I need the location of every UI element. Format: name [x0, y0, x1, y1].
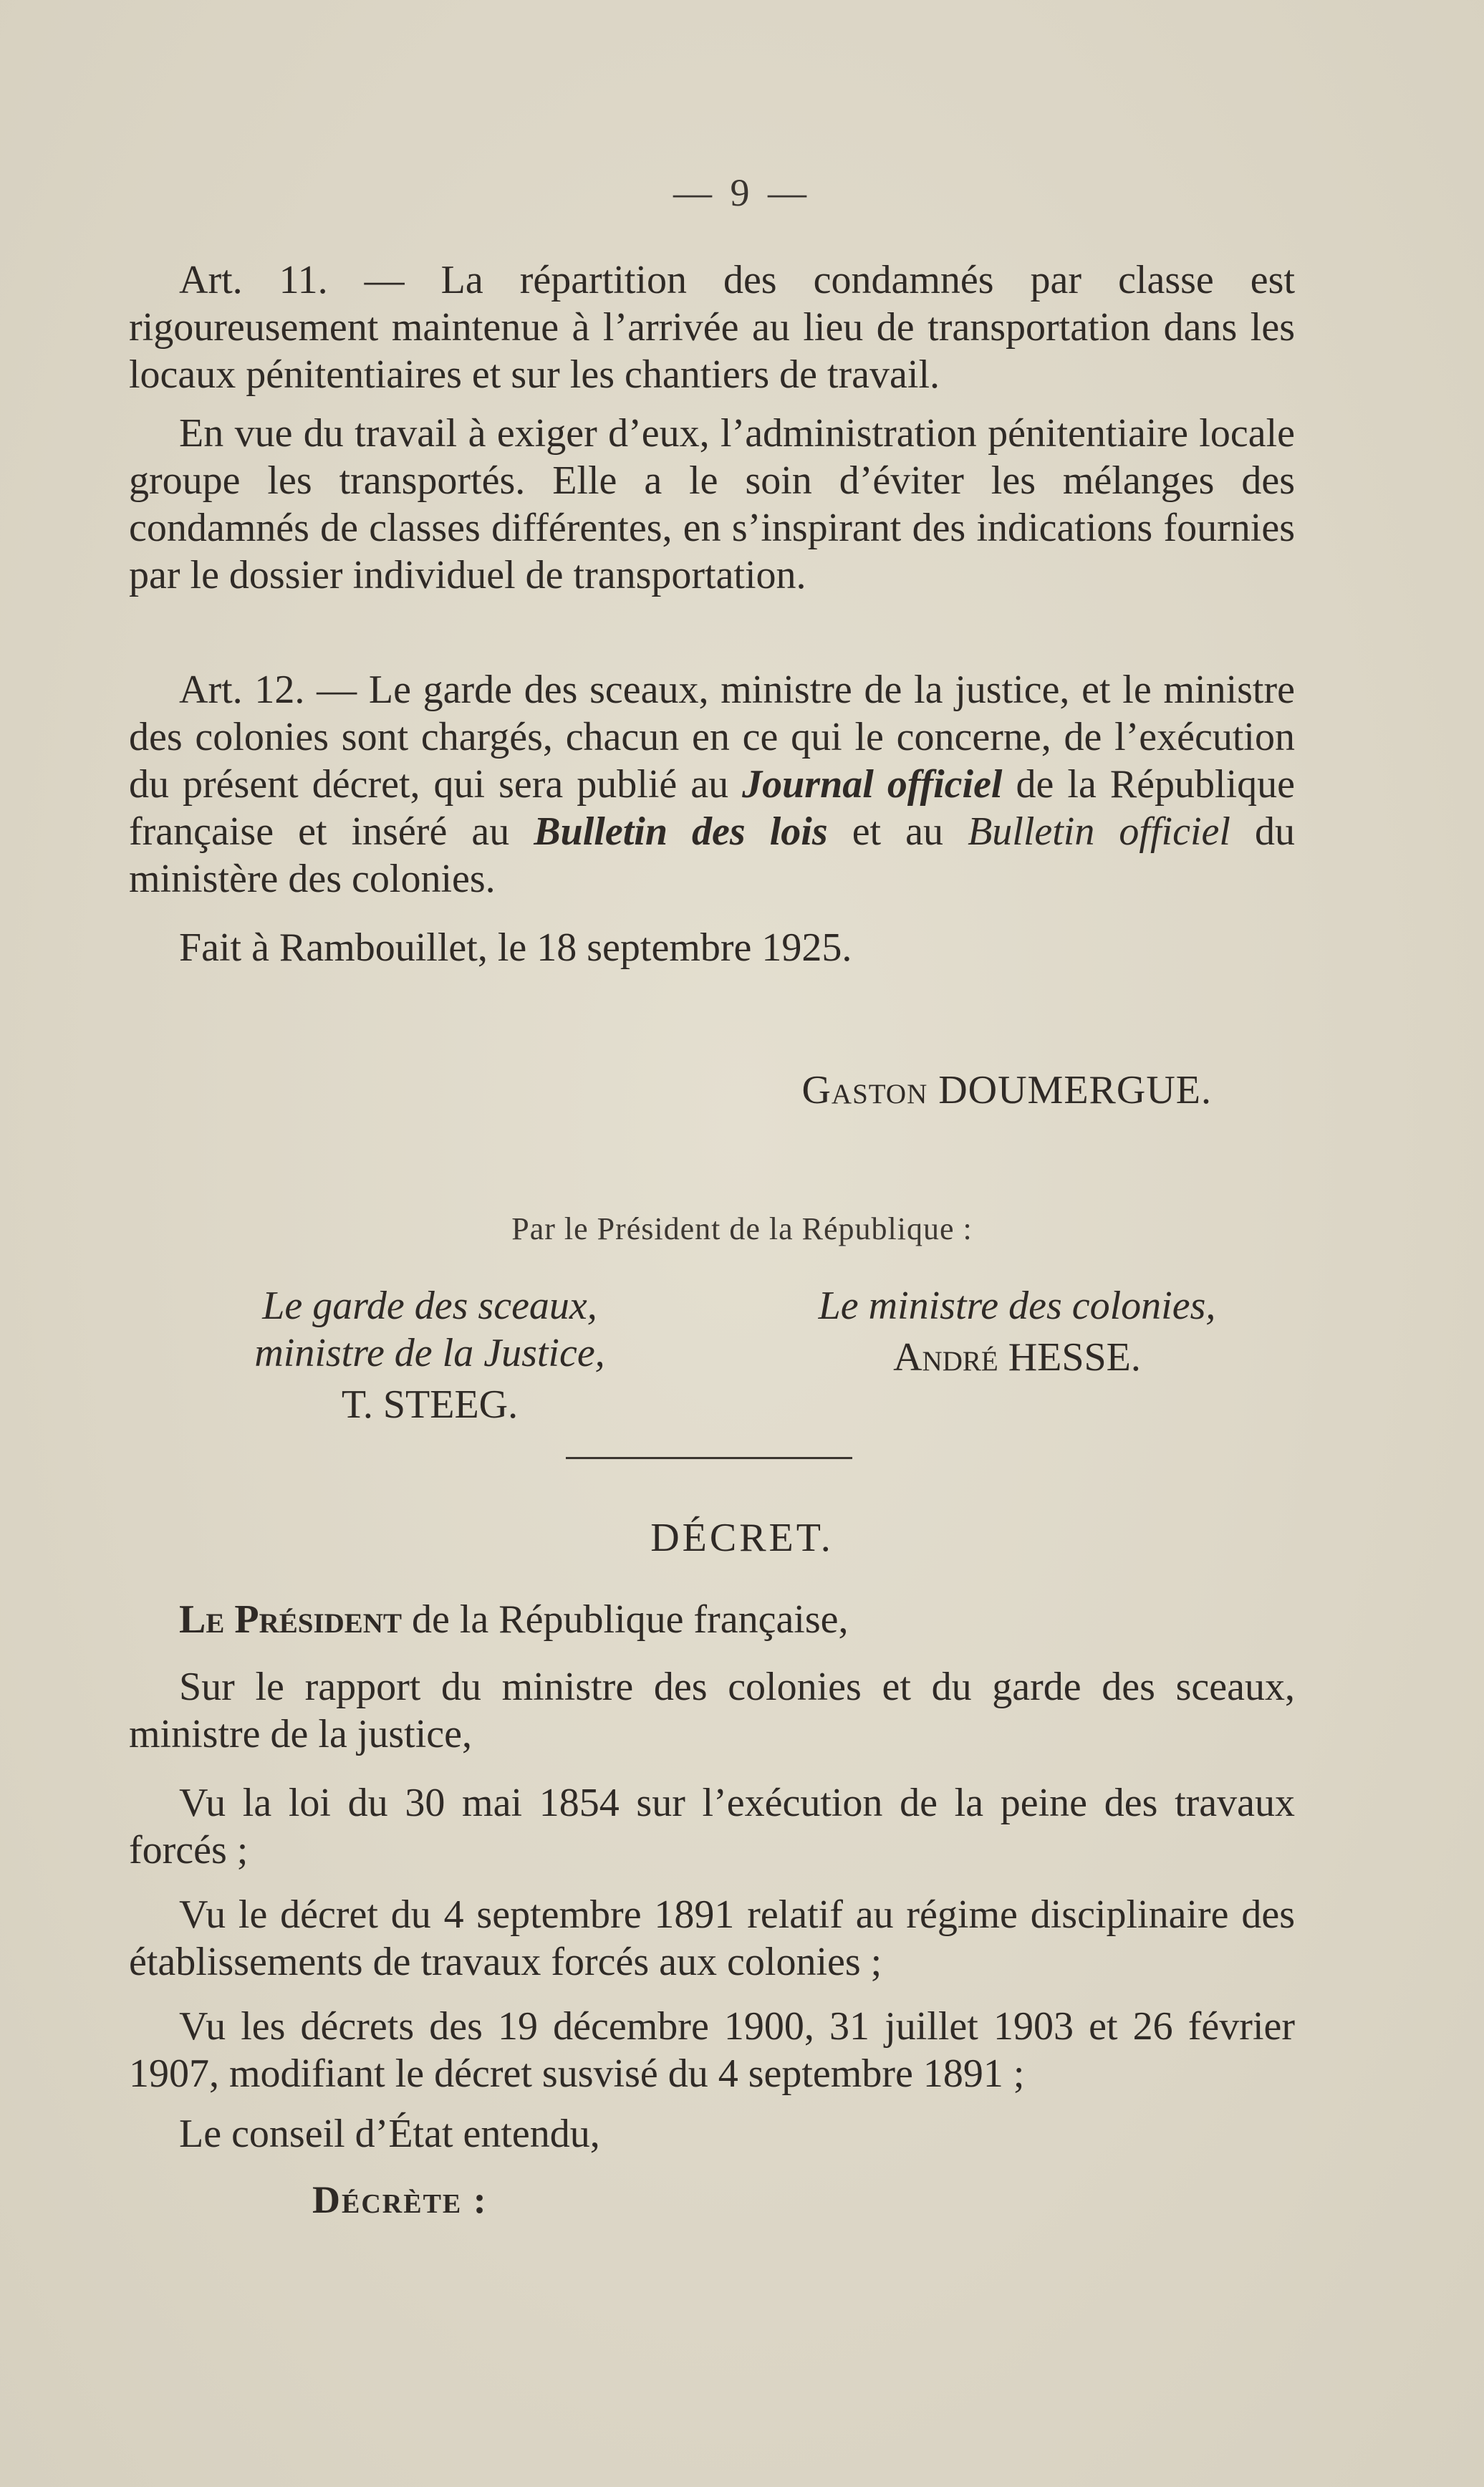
- decree-considerant-5: Le conseil d’État entendu,: [179, 2112, 600, 2156]
- done-at-line: Fait à Rambouillet, le 18 septembre 1925.: [179, 925, 852, 970]
- article-12-text-c: et au: [827, 809, 968, 854]
- left-signatory-title-1: Le garde des sceaux,: [262, 1284, 597, 1328]
- countersign-line: Par le Président de la République :: [511, 1211, 973, 1246]
- decree-considerant-4: Vu les décrets des 19 décembre 1900, 31 juillet 1903 et 26 février 1907, modifiant le décret susvisé du 4 septembre 1891 ;: [129, 2004, 1295, 2096]
- decree-president-title: Le Président: [179, 1597, 402, 1642]
- article-11-text: — La répartition des condamnés par classe est rigoureusement maintenue à l’arrivée au lieu de transportation dans les locaux pénitentiaires et sur les chantiers de travail.: [129, 258, 1295, 397]
- decree-considerant-3: Vu le décret du 4 septembre 1891 relatif au régime disciplinaire des établissements de travaux forcés aux colonies ;: [129, 1892, 1295, 1984]
- left-signatory: [172, 1282, 688, 1428]
- decree-considerant-2: Vu la loi du 30 mai 1854 sur l’exécution de la peine des travaux forcés ;: [129, 1781, 1295, 1872]
- left-signatory-title-2: ministre de la Justice,: [254, 1331, 605, 1375]
- decree-president-text: de la République française,: [401, 1597, 849, 1642]
- journal-officiel: Journal officiel: [742, 762, 1003, 807]
- decree-title: DÉCRET.: [650, 1516, 834, 1560]
- paragraph-grouping: En vue du travail à exiger d’eux, l’administration pénitentiaire locale groupe les transportés. Elle a le soin d’éviter les mélanges des condamnés de classes différentes, en s’inspirant des indications fournies par le dossier individuel de transportation.: [129, 411, 1295, 597]
- left-signatory-name: T. STEEG.: [341, 1382, 519, 1427]
- president-signature: [801, 1067, 1212, 1113]
- article-12-text-b: de la République française et inséré au: [129, 762, 1296, 854]
- signature-first-name: Gaston: [801, 1068, 928, 1112]
- article-12-label: Art. 12.: [179, 668, 305, 712]
- article-12-text-d: du ministère des colonies.: [129, 809, 1295, 901]
- article-12: [129, 666, 1295, 903]
- right-signatory-title: Le ministre des colonies,: [818, 1284, 1216, 1328]
- article-11-label: Art. 11.: [179, 258, 328, 302]
- bulletin-officiel: Bulletin officiel: [968, 809, 1230, 854]
- article-11: [129, 256, 1295, 398]
- right-signatory-name: André HESSE.: [893, 1335, 1141, 1380]
- signature-last-name: DOUMERGUE.: [938, 1068, 1212, 1112]
- right-signatory: [716, 1282, 1318, 1381]
- article-12-text-a: — Le garde des sceaux, ministre de la justice, et le ministre des colonies sont chargés, chacun en ce qui le concerne, de l’exécution du présent décret, qui sera publié au: [129, 668, 1295, 807]
- bulletin-des-lois: Bulletin des lois: [534, 809, 828, 854]
- page-number: — 9 —: [673, 171, 811, 214]
- section-divider: [566, 1457, 852, 1459]
- decree-president: [129, 1596, 1295, 1643]
- decree-decrete: Décrète :: [312, 2178, 488, 2221]
- decree-considerant-1: Sur le rapport du ministre des colonies et du garde des sceaux, ministre de la justice,: [129, 1665, 1295, 1756]
